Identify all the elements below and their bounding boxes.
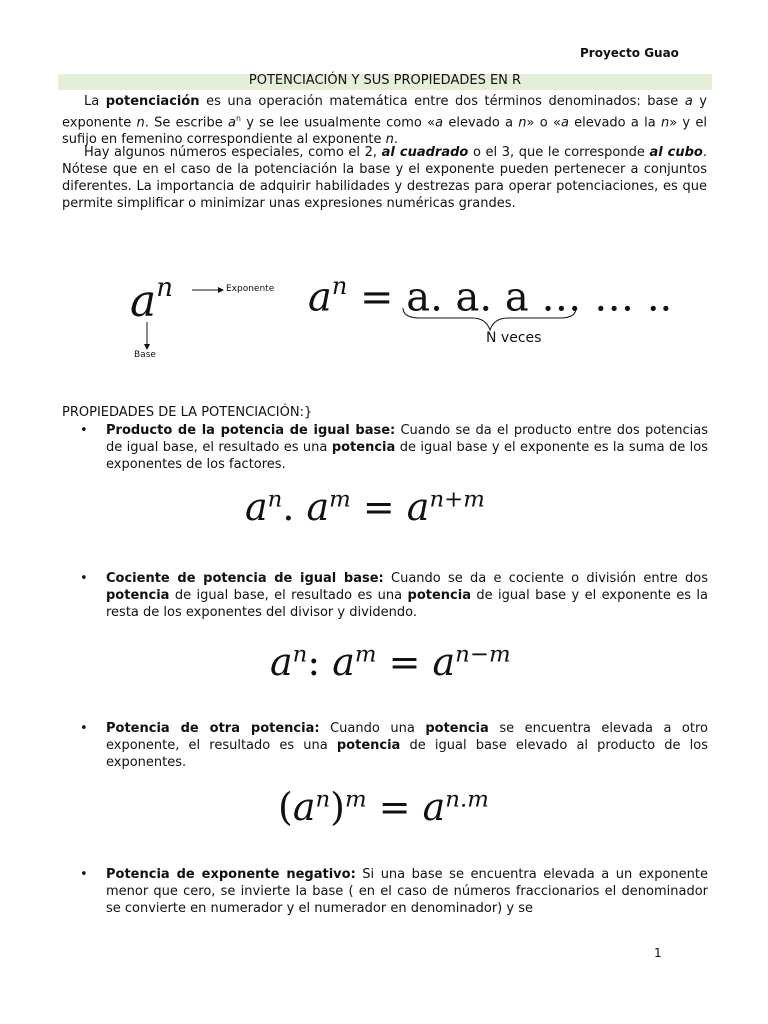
formula-product: $a^n$. $a^m = a^{n+m}$ xyxy=(245,485,485,529)
diagram-base-power: $a^n$ xyxy=(130,273,173,327)
power-diagram xyxy=(130,270,690,370)
property-product: • Producto de la potencia de igual base: Cuando se da el producto entre dos potencias de igual base, el resultado es una potencia de igual base y el exponente es la suma de los exponentes de los factores. xyxy=(80,423,708,472)
bullet-icon: • xyxy=(80,571,88,586)
property-negative-exponent: • Potencia de exponente negativo: Si una base se encuentra elevada a un exponente menor que cero, se invierte la base ( en el caso de números fraccionarios el denominador se convierte en numerador y el numerador en denominador) y se xyxy=(80,867,708,916)
page-title: POTENCIACIÓN Y SUS PROPIEDADES EN R xyxy=(248,73,522,88)
document-header: Proyecto Guao xyxy=(580,46,679,60)
formula-quotient: $a^n$: $a^m = a^{n-m}$ xyxy=(270,640,511,684)
intro-paragraph-2: Hay algunos números especiales, como el 2, al cuadrado o el 3, que le corresponde al cubo. Nótese que en el caso de la potenciación la base y el exponente pueden pertenecer a conjuntos diferentes. La importancia de adquirir habilidades y destrezas para operar potenciaciones, es que permite simplificar o minimizar unas expresiones numéricas grandes. xyxy=(62,145,708,211)
expansion-formula: $a^n = a$. a. a … … .. xyxy=(308,272,673,321)
bullet-icon: • xyxy=(80,867,88,882)
intro-paragraph-1: La potenciación es una operación matemática entre dos términos denominados: base a y exponente n. Se escribe $a^n$ y se lee usualmente como «a elevado a n» o «a elevado a la n» y el sufijo en femenino correspondiente al exponente n. xyxy=(62,94,708,148)
page-number: 1 xyxy=(654,946,662,960)
n-veces-label: N veces xyxy=(486,330,542,346)
section-title: PROPIEDADES DE LA POTENCIACIÓN:} xyxy=(62,405,313,420)
property-power-of-power: • Potencia de otra potencia: Cuando una potencia se encuentra elevada a otro exponente, el resultado es una potencia de igual base elevado al producto de los exponentes. xyxy=(80,721,709,770)
bullet-icon: • xyxy=(80,721,88,736)
exponent-label: Exponente xyxy=(226,284,275,294)
formula-power-of-power: $(a^n)^m = a^{n.m}$ xyxy=(278,785,489,829)
property-quotient: • Cociente de potencia de igual base: Cuando se da e cociente o división entre dos potencia de igual base, el resultado es una potencia de igual base y el exponente es la resta de los exponentes del divisor y dividendo. xyxy=(80,571,709,620)
base-label: Base xyxy=(134,350,156,360)
bullet-icon: • xyxy=(80,423,88,438)
